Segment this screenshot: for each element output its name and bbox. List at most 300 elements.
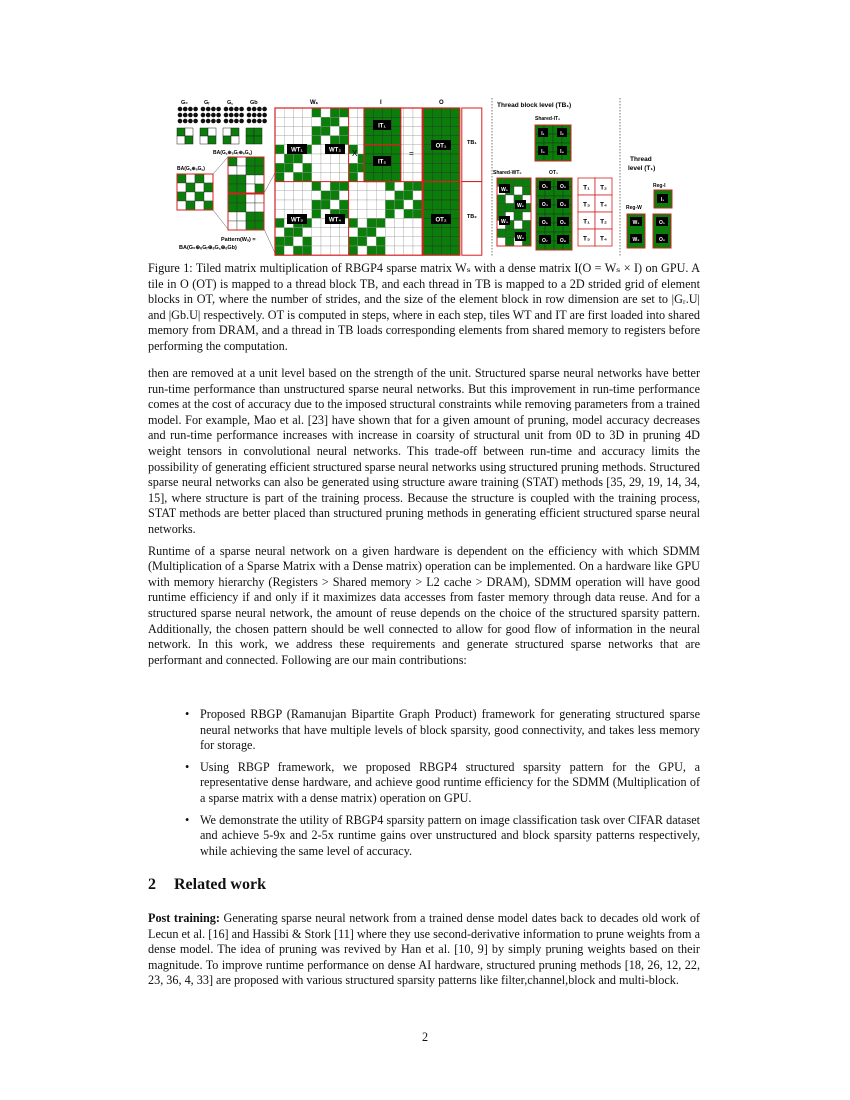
o-label: O	[439, 100, 444, 106]
gc-gb-matrix-2	[246, 203, 255, 212]
graph-node	[229, 107, 234, 112]
gb-label: Gb	[250, 100, 258, 106]
ws-cell	[395, 200, 404, 209]
ws-cell	[321, 191, 330, 200]
ws-cell	[367, 237, 376, 246]
ws-cell	[413, 145, 422, 154]
list-item: • We demonstrate the utility of RBGP4 sparsity pattern on image classification task over CIFAR dataset and achieve 5-9x and 2-5x runtime gains over unstructured and block sparsity patterns respectively, while achieving the same level of accuracy.	[183, 813, 700, 860]
ws-cell	[376, 218, 385, 227]
ws-cell	[385, 228, 394, 237]
reg-i-label: Reg-I	[653, 183, 666, 189]
ws-cell	[395, 246, 404, 255]
gc-gb-matrix-2	[255, 203, 264, 212]
ws-cell	[321, 126, 330, 135]
ws-cell	[275, 136, 284, 145]
graph-node	[216, 113, 221, 118]
ws-cell	[312, 191, 321, 200]
o-cell	[451, 218, 460, 227]
o-cell	[451, 145, 460, 154]
ot-tag-label: OT₂	[435, 217, 447, 224]
graph-node	[229, 119, 234, 124]
gc-gb-matrix-2	[246, 221, 255, 230]
ws-cell	[395, 182, 404, 191]
o-cell	[432, 163, 441, 172]
ws-cell	[349, 228, 358, 237]
ws-cell	[321, 163, 330, 172]
graph-node	[188, 119, 193, 124]
i-cell	[364, 136, 373, 145]
i-tag-label: I₁	[541, 130, 545, 137]
ws-cell	[275, 154, 284, 163]
thread-level-label-2: level (T₁)	[628, 165, 656, 172]
ws-cell	[413, 108, 422, 117]
ws-cell	[376, 182, 385, 191]
graph-node	[206, 113, 211, 118]
o-cell	[451, 237, 460, 246]
thread-cell-label: T₃	[583, 201, 590, 209]
section-title: Related work	[174, 876, 266, 893]
ws-cell	[330, 246, 339, 255]
o-cell	[432, 182, 441, 191]
i-cell	[392, 154, 401, 163]
ws-cell	[303, 163, 312, 172]
ws-cell	[349, 218, 358, 227]
o-cell	[423, 191, 432, 200]
ws-cell	[349, 209, 358, 218]
gc-gb-matrix	[237, 184, 246, 193]
gc-gb-matrix-2	[237, 212, 246, 221]
g0-label: G₀	[181, 100, 188, 106]
ws-cell	[385, 191, 394, 200]
thread-cell-label: T₄	[599, 201, 608, 209]
i-cell	[382, 172, 391, 181]
o-cell	[441, 154, 450, 163]
ws-cell	[275, 126, 284, 135]
ws-cell	[413, 172, 422, 181]
ws-cell	[312, 209, 321, 218]
ws-cell	[358, 237, 367, 246]
gc-gb-matrix	[228, 166, 237, 175]
ws-cell	[367, 209, 376, 218]
ws-cell	[349, 163, 358, 172]
graph-node	[201, 113, 206, 118]
small-matrix-cell	[223, 128, 231, 136]
graph-node	[252, 107, 257, 112]
ws-cell	[385, 237, 394, 246]
ws-cell	[385, 182, 394, 191]
small-matrix-cell	[231, 136, 239, 144]
ws-cell	[330, 200, 339, 209]
o-tag-label: O₄	[559, 201, 567, 208]
o-tag-label: O₂	[559, 183, 567, 190]
shared-it-label: Shared-IT₂	[535, 116, 561, 122]
ws-cell	[275, 218, 284, 227]
ws-cell	[275, 172, 284, 181]
ws-cell	[284, 126, 293, 135]
small-matrix-cell	[254, 128, 262, 136]
i-tag-label: I₃	[541, 148, 545, 155]
ws-cell	[284, 154, 293, 163]
graph-node	[239, 119, 244, 124]
ws-cell	[293, 154, 302, 163]
ws-cell	[404, 108, 413, 117]
ot-tag-label: OT₁	[435, 143, 447, 150]
ws-cell	[395, 218, 404, 227]
ws-cell	[413, 154, 422, 163]
gc-gb-matrix	[228, 175, 237, 184]
gc-matrix	[195, 192, 204, 201]
graph-node	[178, 113, 183, 118]
figure-caption: Figure 1: Tiled matrix multiplication of RBGP4 sparse matrix Wₛ with a dense matrix I(O = Wₛ × I) on GPU. A tile in O (OT) is mapped to a thread block TB, and each thread in TB is mapped to a 2D strided grid of element blocks in OT, where the number of strides, and the size of the element block in row dimension are set to |Gᵣ.U| and |Gb.U| respectively. OT is computed in steps, where in each step, tiles WT and IT are first loaded into shared memory from DRAM, and a thread in TB loads corresponding elements from shared memory to registers before performing the computation.	[148, 261, 700, 353]
ws-cell	[367, 228, 376, 237]
gc-matrix	[177, 201, 186, 210]
ws-cell	[303, 136, 312, 145]
ws-cell	[404, 246, 413, 255]
ws-cell	[349, 108, 358, 117]
graph-node	[206, 119, 211, 124]
ws-cell	[275, 145, 284, 154]
ws-cell	[413, 218, 422, 227]
ws-cell	[312, 237, 321, 246]
ws-cell	[376, 228, 385, 237]
shared-wt-cell	[523, 178, 532, 187]
ws-cell	[275, 237, 284, 246]
ws-cell	[395, 209, 404, 218]
base-graph-labels	[181, 100, 258, 106]
ws-cell	[339, 182, 348, 191]
ws-cell	[330, 172, 339, 181]
ws-cell	[413, 136, 422, 145]
ws-cell	[284, 117, 293, 126]
gc-gb-matrix-2	[228, 203, 237, 212]
o-tag-label: O₆	[559, 219, 567, 226]
gc-gb-matrix-2	[255, 212, 264, 221]
ws-cell	[330, 117, 339, 126]
graph-node	[239, 113, 244, 118]
small-matrix-cell	[200, 128, 208, 136]
o-cell	[451, 108, 460, 117]
graph-node	[201, 107, 206, 112]
o-tag-label: O₃	[541, 201, 549, 208]
ws-cell	[303, 237, 312, 246]
ws-cell	[330, 182, 339, 191]
small-matrix-cell	[200, 136, 208, 144]
i-cell	[392, 108, 401, 117]
gc-matrix	[177, 174, 186, 183]
ws-cell	[303, 191, 312, 200]
pattern-label: Pattern(Wₛ) =	[221, 237, 256, 243]
ws-cell	[312, 163, 321, 172]
tb2-label: TB₂	[466, 214, 477, 220]
ws-cell	[413, 163, 422, 172]
related-lead: Post training:	[148, 911, 220, 925]
register-blocks	[627, 190, 672, 248]
ws-cell	[330, 154, 339, 163]
shared-wt-grid	[497, 178, 531, 246]
o-cell	[423, 163, 432, 172]
gr-label: Gᵣ	[204, 100, 210, 106]
ws-cell	[284, 191, 293, 200]
o-cell	[432, 154, 441, 163]
reg-w-tag-label: W₁	[632, 219, 640, 226]
graph-node	[193, 119, 198, 124]
small-matrix-cell	[254, 136, 262, 144]
ws-cell	[303, 117, 312, 126]
o-cell	[441, 117, 450, 126]
ws-cell	[321, 182, 330, 191]
i-cell	[364, 117, 373, 126]
list-item: • Using RBGP framework, we proposed RBGP4 structured sparsity pattern for the GPU, a representative dense hardware, and achieve good runtime efficiency for the SDMM (Multiplication of a sparse matrix with a dense matrix) operation on GPU.	[183, 760, 700, 807]
i-cell	[382, 145, 391, 154]
ot1-small-label: OT₁	[549, 170, 559, 176]
o-cell	[451, 228, 460, 237]
section-number: 2	[148, 876, 156, 893]
ws-cell	[321, 117, 330, 126]
gc-gb-matrix-2	[255, 221, 264, 230]
ws-cell	[312, 200, 321, 209]
graph-node	[183, 119, 188, 124]
wt-tag-label: WT₃	[290, 217, 304, 224]
ws-cell	[284, 108, 293, 117]
ws-cell	[367, 218, 376, 227]
shared-wt-cell	[523, 212, 532, 221]
gc-gb-matrix	[255, 166, 264, 175]
ws-cell	[321, 246, 330, 255]
o-cell	[432, 237, 441, 246]
o-cell	[423, 136, 432, 145]
o-cell	[441, 108, 450, 117]
o-cell	[423, 126, 432, 135]
graph-node	[257, 113, 262, 118]
ws-cell	[404, 200, 413, 209]
o-cell	[432, 126, 441, 135]
figure-1-diagram	[175, 98, 680, 258]
o-cell	[423, 182, 432, 191]
ws-cell	[413, 228, 422, 237]
ws-cell	[330, 126, 339, 135]
ws-cell	[339, 126, 348, 135]
reg-o-tag-label: O₁	[659, 219, 665, 226]
ws-cell	[275, 200, 284, 209]
ws-cell	[312, 108, 321, 117]
o-cell	[441, 200, 450, 209]
o-cell	[441, 163, 450, 172]
gc-matrix	[177, 183, 186, 192]
ws-cell	[413, 126, 422, 135]
o-tag-label: O₅	[541, 219, 549, 226]
graph-node	[247, 107, 252, 112]
ws-cell	[275, 108, 284, 117]
ws-cell	[303, 200, 312, 209]
graph-node	[216, 119, 221, 124]
small-matrix-cell	[223, 136, 231, 144]
ws-cell	[349, 237, 358, 246]
gc-matrix	[186, 201, 195, 210]
ws-cell	[303, 246, 312, 255]
gc-gb-matrix	[237, 175, 246, 184]
graph-node	[257, 107, 262, 112]
shared-wt-cell	[506, 238, 515, 247]
ws-cell	[339, 246, 348, 255]
ws-cell	[358, 209, 367, 218]
i-cell	[364, 154, 373, 163]
pattern-label-2: BA(G₀⊕ₑGᵣ⊕ₑG꜀⊕ₑGb)	[179, 245, 237, 251]
o-cell	[423, 172, 432, 181]
thread-cell-label: T₃	[583, 235, 590, 243]
ws-cell	[275, 117, 284, 126]
i-tag-label: I₂	[560, 130, 564, 137]
ws-cell	[349, 182, 358, 191]
tb-level-label: Thread block level (TB₁)	[497, 102, 572, 109]
ws-cell	[330, 163, 339, 172]
ws-cell	[404, 117, 413, 126]
ws-cell	[413, 246, 422, 255]
ws-cell	[376, 200, 385, 209]
ws-cell	[312, 246, 321, 255]
ws-cell	[312, 126, 321, 135]
section-heading	[148, 876, 266, 894]
graph-node	[247, 119, 252, 124]
small-matrix-cell	[185, 136, 193, 144]
graph-node	[252, 113, 257, 118]
i-cell	[382, 136, 391, 145]
shared-wt-cell	[523, 187, 532, 196]
gc-gb-matrix	[255, 184, 264, 193]
o-cell	[423, 209, 432, 218]
graph-node	[247, 113, 252, 118]
graph-node	[188, 113, 193, 118]
i-matrix	[364, 108, 401, 182]
gc-matrix	[186, 192, 195, 201]
graph-node	[206, 107, 211, 112]
graph-node	[211, 107, 216, 112]
ws-cell	[404, 218, 413, 227]
ws-cell	[404, 191, 413, 200]
ws-cell	[303, 182, 312, 191]
ws-cell	[339, 108, 348, 117]
gc-gb-matrix-2	[237, 203, 246, 212]
base-graph-matrices	[177, 128, 262, 144]
ws-cell	[376, 237, 385, 246]
thread-level-label-1: Thread	[630, 156, 652, 163]
o-cell	[432, 172, 441, 181]
o-cell	[451, 209, 460, 218]
ws-cell	[413, 237, 422, 246]
thread-cell-label: T₁	[583, 218, 590, 226]
o-cell	[451, 126, 460, 135]
ws-cell	[293, 246, 302, 255]
ws-cell	[349, 172, 358, 181]
ws-cell	[339, 117, 348, 126]
ws-cell	[349, 117, 358, 126]
o-cell	[451, 117, 460, 126]
shared-wt-cell	[497, 238, 506, 247]
graph-node	[234, 107, 239, 112]
gc-matrix	[177, 192, 186, 201]
ws-cell	[404, 182, 413, 191]
shared-wt-cell	[506, 195, 515, 204]
gc-gb-matrix-2	[237, 221, 246, 230]
ws-cell	[293, 191, 302, 200]
ws-cell	[321, 172, 330, 181]
thread-cell-label: T₂	[600, 218, 607, 226]
i-cell	[364, 172, 373, 181]
related-text: Generating sparse neural network from a trained dense model dates back to decades old work of Lecun et al. [16] and Hassibi & Stork [11] where they use second-derivative information to prune weights from a dense model. The idea of pruning was revived by Han et al. [10, 9] by simply pruning weights based on their magnitude. To improve runtime performance on dense AI hardware, structured pruning methods [18, 26, 12, 22, 23, 36, 4, 33] are proposed with various structured sparsity patterns like filter,channel,block and multi-block.	[148, 911, 700, 988]
ws-cell	[339, 237, 348, 246]
ws-cell	[330, 228, 339, 237]
ws-cell	[367, 200, 376, 209]
graph-node	[193, 113, 198, 118]
o-cell	[441, 246, 450, 255]
o-cell	[423, 200, 432, 209]
graph-node	[239, 107, 244, 112]
ws-cell	[376, 209, 385, 218]
ws-cell	[312, 136, 321, 145]
o-cell	[451, 182, 460, 191]
small-matrix-cell	[177, 128, 185, 136]
graph-node	[178, 107, 183, 112]
gc-matrix	[204, 174, 213, 183]
ws-cell	[385, 200, 394, 209]
ws-cell	[339, 228, 348, 237]
ws-cell	[413, 182, 422, 191]
graph-node	[234, 113, 239, 118]
ws-cell	[275, 182, 284, 191]
i-cell	[392, 163, 401, 172]
reg-i-tag-label: I₁	[660, 196, 665, 203]
ws-cell	[275, 209, 284, 218]
o-tag-label: O₇	[542, 237, 548, 244]
o-cell	[432, 200, 441, 209]
it-tag-label: IT₂	[378, 159, 386, 166]
gc-gb-matrix	[228, 157, 237, 166]
o-cell	[432, 228, 441, 237]
small-matrix-cell	[177, 136, 185, 144]
o-cell	[441, 191, 450, 200]
gc-gb-matrix-2	[255, 194, 264, 203]
shared-wt-cell	[514, 221, 523, 230]
w-tag-label: W₁	[501, 186, 508, 193]
ws-cell	[293, 117, 302, 126]
connector-line	[264, 173, 275, 193]
gc-gb-matrix	[237, 157, 246, 166]
ws-cell	[367, 246, 376, 255]
shared-wt-cell	[523, 221, 532, 230]
ws-cell	[349, 126, 358, 135]
ws-cell	[303, 108, 312, 117]
i-cell	[392, 145, 401, 154]
ws-cell	[293, 228, 302, 237]
o-cell	[441, 237, 450, 246]
w-tag-label: W₂	[517, 202, 524, 209]
o-cell	[423, 108, 432, 117]
list-item: • Proposed RBGP (Ramanujan Bipartite Graph Product) framework for generating structured sparse neural networks that have multiple levels of block sparsity, good connectivity, and takes less memory for storage.	[183, 707, 700, 754]
gc-matrix	[195, 183, 204, 192]
graph-node	[178, 119, 183, 124]
ws-cell	[339, 136, 348, 145]
gc-matrix	[186, 174, 195, 183]
small-matrix-cell	[208, 128, 216, 136]
gc-gb-matrix-2	[237, 194, 246, 203]
ws-cell	[358, 228, 367, 237]
ws-cell	[284, 228, 293, 237]
ws-cell	[275, 163, 284, 172]
ws-cell	[293, 108, 302, 117]
o-cell	[423, 218, 432, 227]
shared-wt-cell	[506, 229, 515, 238]
ws-cell	[404, 209, 413, 218]
ws-cell	[330, 136, 339, 145]
